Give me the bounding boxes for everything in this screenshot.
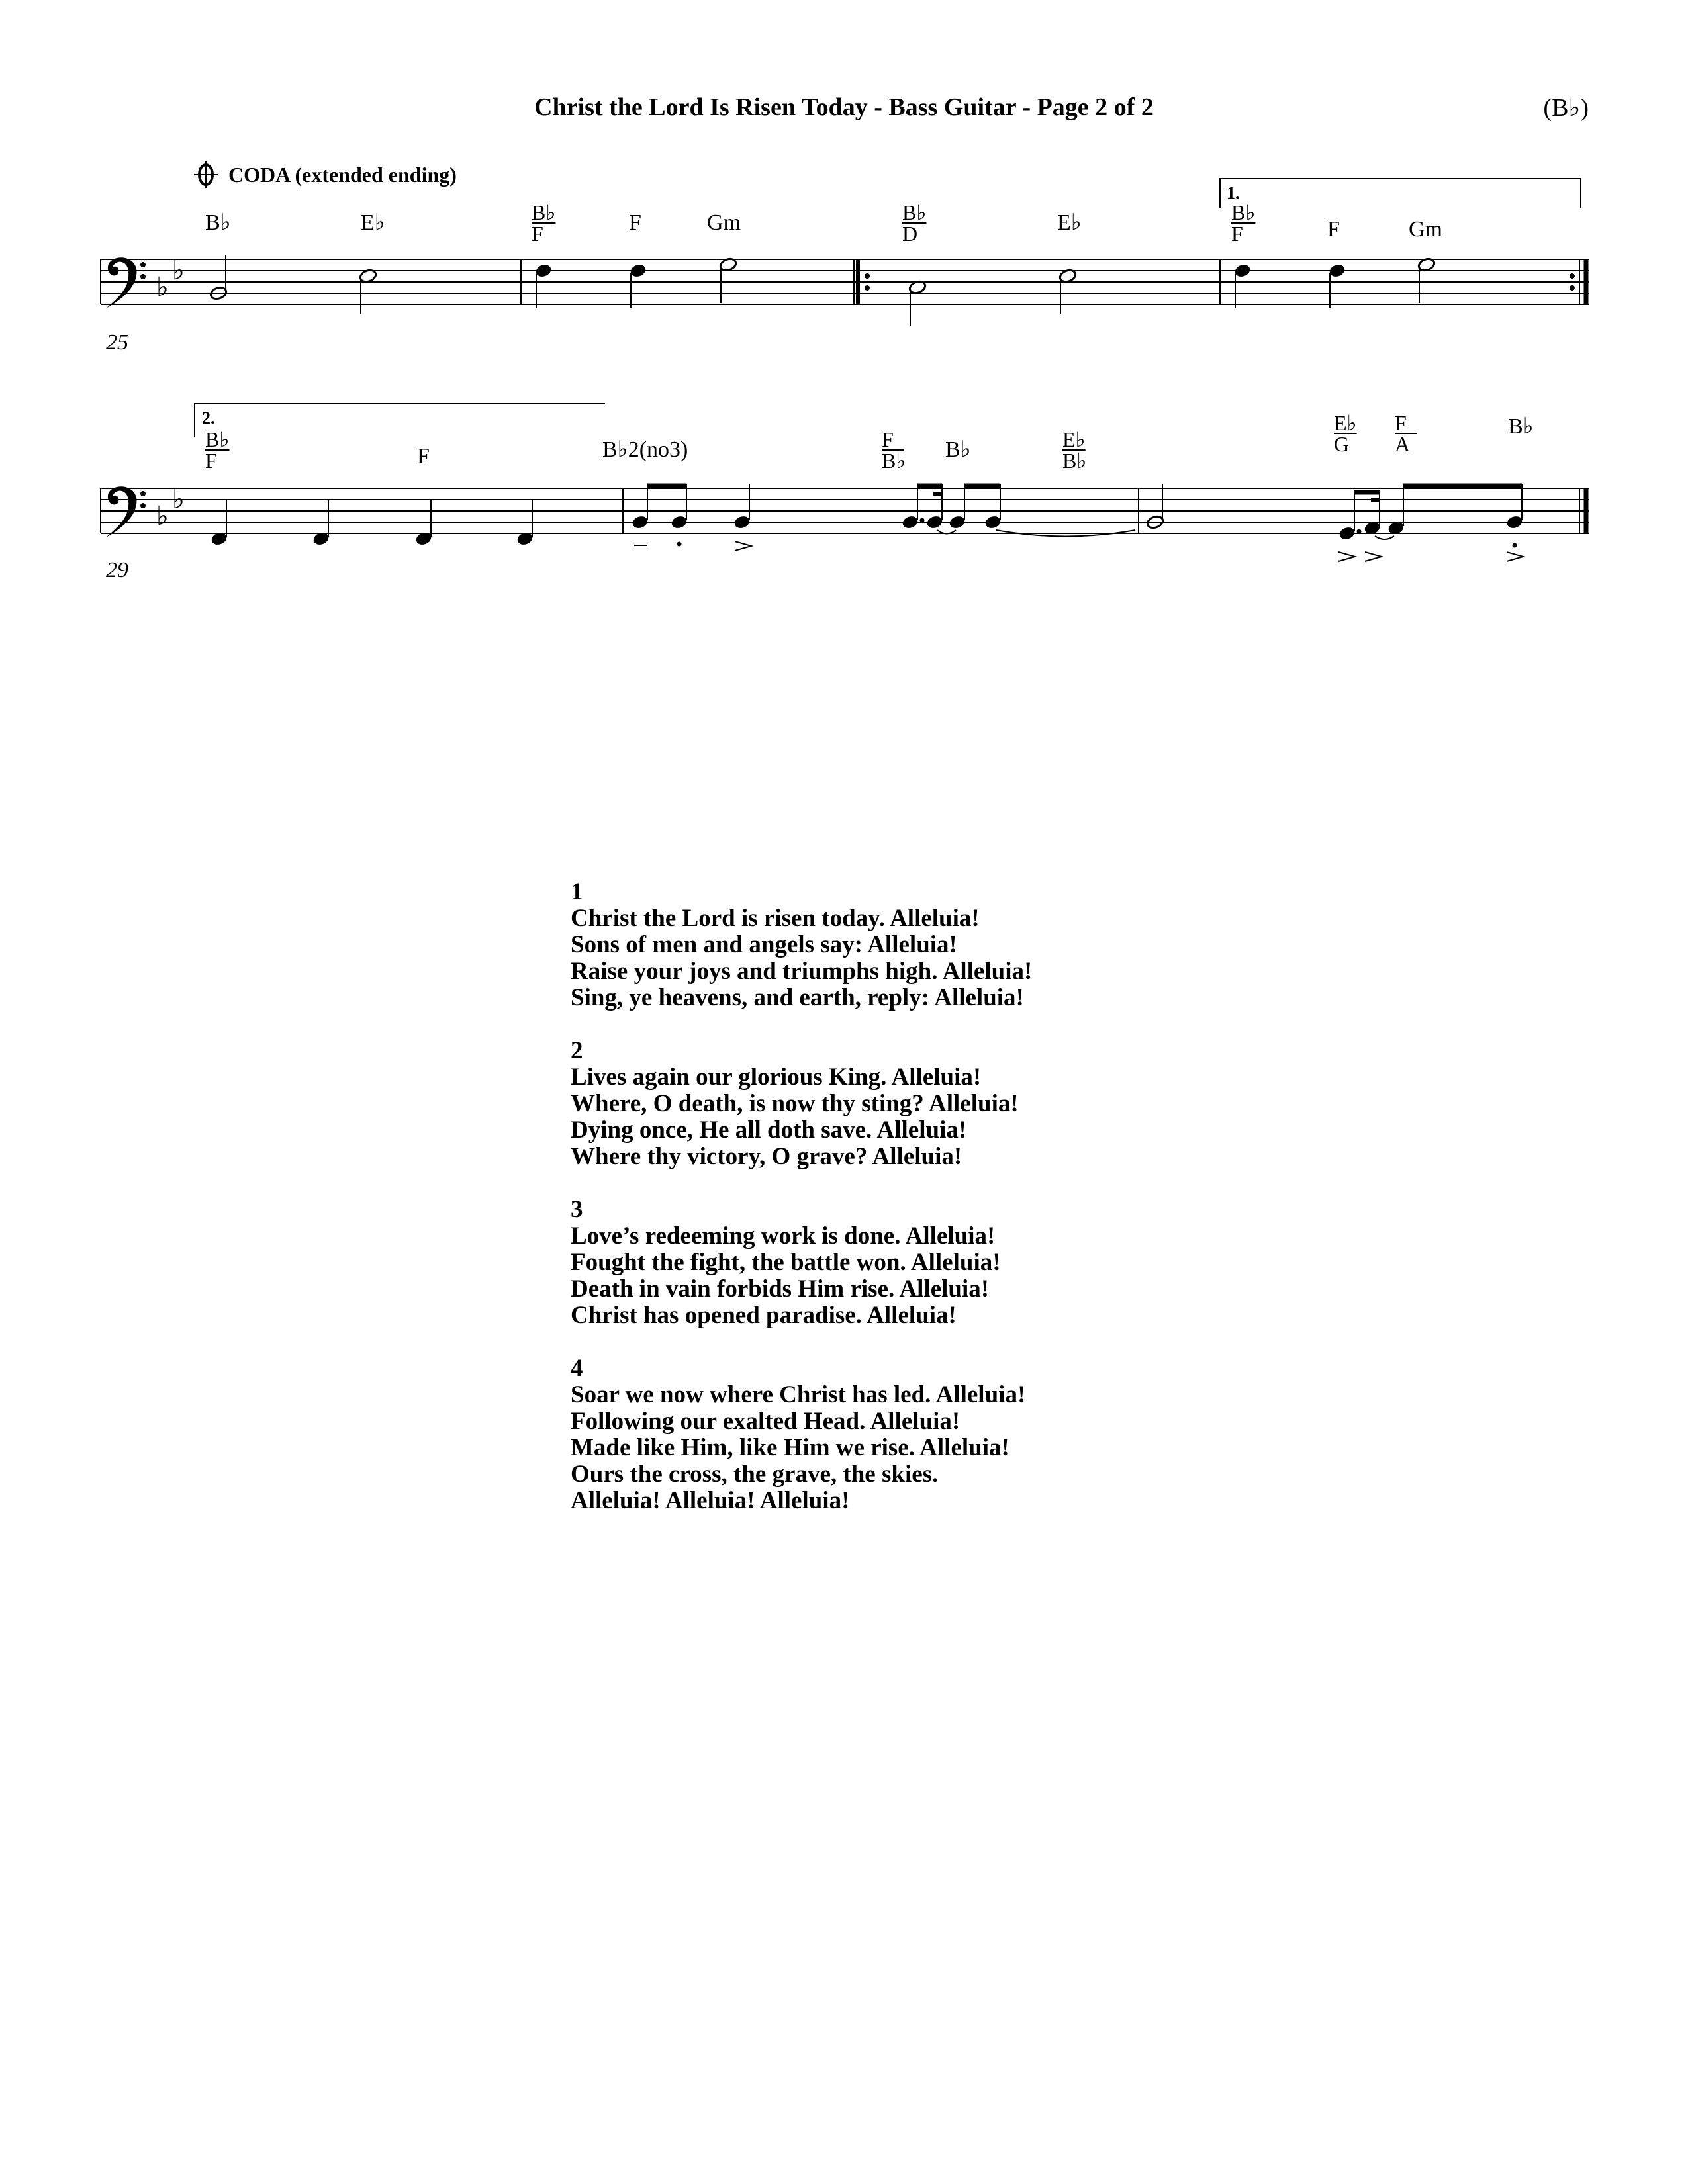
system-2 — [101, 404, 1589, 582]
measure-number: 25 — [106, 330, 128, 355]
repeat-dot — [1570, 285, 1575, 291]
chord: F — [417, 444, 430, 469]
lyric-line: Lives again our glorious King. Alleluia! — [571, 1064, 982, 1091]
note — [671, 515, 688, 530]
chord: F A — [1395, 411, 1411, 456]
lyric-line: Ours the cross, the grave, the skies. — [571, 1461, 939, 1488]
note — [902, 515, 919, 530]
tie — [1375, 536, 1394, 539]
note — [733, 515, 751, 530]
lyric-line: Dying once, He all doth save. Alleluia! — [571, 1116, 967, 1144]
chord: B♭ — [945, 437, 971, 462]
chord: B♭ — [205, 210, 231, 235]
page-title: Christ the Lord Is Risen Today - Bass Guitar - Page 2 of 2 — [534, 93, 1154, 121]
verse — [571, 879, 1032, 1011]
lyric-line: Christ the Lord is risen today. Alleluia! — [571, 905, 980, 932]
measure-number: 29 — [106, 558, 128, 582]
chord: B♭ — [1508, 414, 1534, 439]
chord: B♭ D — [902, 201, 927, 246]
accent-mark — [1507, 552, 1523, 561]
chord: Gm — [1409, 217, 1442, 242]
repeat-dot — [1570, 273, 1575, 279]
lyric-line: Sing, ye heavens, and earth, reply: Alleluia! — [571, 984, 1024, 1011]
lyric-line: Fought the fight, the battle won. Alleluia! — [571, 1249, 1001, 1276]
note — [949, 515, 966, 530]
verse-number: 4 — [571, 1355, 583, 1382]
chord: B♭ F — [532, 201, 556, 246]
note — [926, 515, 943, 530]
lyrics — [571, 879, 1032, 1541]
chord: Gm — [707, 210, 741, 235]
bass-clef-icon — [106, 486, 146, 537]
chord: E♭ G — [1334, 411, 1357, 456]
volta-label: 1. — [1227, 183, 1240, 203]
chord: B♭2(no3) — [602, 437, 688, 462]
key-signature — [156, 484, 185, 531]
system-1 — [101, 161, 1589, 355]
staccato-dot — [1513, 543, 1517, 547]
chord: F — [1327, 217, 1340, 242]
note — [1234, 263, 1251, 279]
lyric-line: Death in vain forbids Him rise. Alleluia! — [571, 1275, 990, 1302]
note — [1338, 526, 1356, 541]
repeat-dot — [865, 273, 870, 279]
verse-number: 1 — [571, 878, 583, 905]
chord: F — [629, 210, 641, 235]
svg-text:♭: ♭ — [172, 484, 185, 515]
note — [984, 515, 1002, 530]
note — [1329, 263, 1346, 279]
key-indicator: (B♭) — [1543, 94, 1589, 122]
verse — [571, 1355, 1032, 1514]
verse-number: 3 — [571, 1196, 583, 1223]
lyric-line: Raise your joys and triumphs high. Alleluia! — [571, 958, 1033, 985]
volta-bracket — [1220, 179, 1581, 208]
score — [0, 0, 1688, 662]
accent-mark — [1365, 552, 1382, 561]
volta-bracket — [195, 404, 605, 437]
lyric-line: Alleluia! Alleluia! Alleluia! — [571, 1487, 850, 1514]
chord: E♭ B♭ — [1062, 428, 1087, 473]
notes — [209, 255, 1436, 326]
lyric-line: Made like Him, like Him we rise. Alleluia! — [571, 1434, 1009, 1461]
svg-text:♭: ♭ — [156, 272, 169, 302]
lyric-line: Love’s redeeming work is done. Alleluia! — [571, 1222, 996, 1250]
coda-label: CODA (extended ending) — [228, 163, 457, 187]
lyric-line: Following our exalted Head. Alleluia! — [571, 1408, 961, 1435]
chord: E♭ — [361, 210, 385, 235]
verse — [571, 1038, 1032, 1170]
chord: B♭ F — [1231, 201, 1256, 246]
repeat-dot — [865, 285, 870, 291]
svg-text:♭: ♭ — [156, 501, 169, 531]
note — [1506, 515, 1523, 530]
bass-clef-icon — [106, 257, 146, 308]
staff — [101, 259, 1589, 304]
verse-number: 2 — [571, 1037, 583, 1064]
volta-label: 2. — [202, 408, 215, 428]
chord: F B♭ — [882, 428, 906, 473]
chord: B♭ F — [205, 428, 230, 473]
coda-icon — [194, 161, 218, 188]
note — [630, 263, 647, 279]
slash-chord — [532, 201, 555, 246]
lyric-line: Christ has opened paradise. Alleluia! — [571, 1302, 957, 1329]
note — [535, 263, 552, 279]
verse — [571, 1197, 1032, 1329]
note — [632, 515, 649, 530]
staff — [101, 488, 1589, 533]
svg-text:♭: ♭ — [172, 255, 185, 286]
accent-mark — [735, 541, 751, 551]
lyric-line: Sons of men and angels say: Alleluia! — [571, 931, 957, 958]
lyric-line: Soar we now where Christ has led. Alleluia! — [571, 1381, 1026, 1408]
staccato-dot — [677, 542, 681, 546]
chord: E♭ — [1057, 210, 1082, 235]
key-signature — [156, 255, 185, 302]
accent-mark — [1338, 552, 1355, 561]
lyric-line: Where thy victory, O grave? Alleluia! — [571, 1143, 962, 1170]
lyric-line: Where, O death, is now thy sting? Alleluia! — [571, 1090, 1019, 1117]
